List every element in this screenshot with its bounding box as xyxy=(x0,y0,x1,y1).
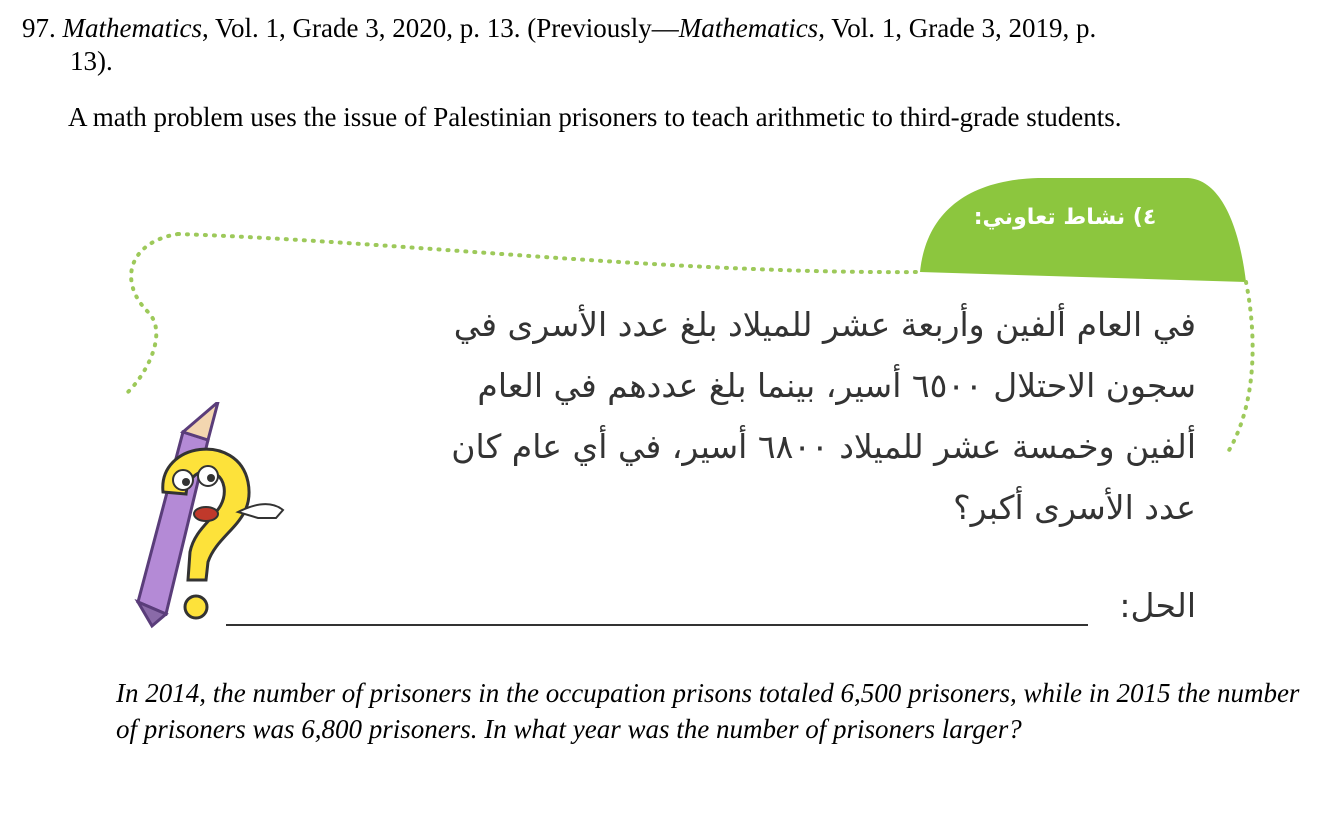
arabic-problem-line-1: في العام ألفين وأربعة عشر للميلاد بلغ عدد الأسرى في xyxy=(453,305,1196,344)
book-details: , Vol. 1, Grade 3, 2020, p. 13. (Previously— xyxy=(201,13,679,43)
activity-banner: ٤) نشاط تعاوني: xyxy=(973,205,1157,230)
answer-label: الحل: xyxy=(1119,586,1196,625)
entry-summary: A math problem uses the issue of Palestinian prisoners to teach arithmetic to third-grade students. xyxy=(68,102,1122,132)
question-mark-mascot-icon xyxy=(108,402,308,642)
book-title: Mathematics xyxy=(62,13,202,43)
citation-entry xyxy=(22,12,1312,78)
textbook-excerpt-image xyxy=(108,172,1268,662)
entry-number: 97. xyxy=(22,13,56,43)
previous-book-details: , Vol. 1, Grade 3, 2019, p. xyxy=(818,13,1097,43)
arabic-problem-line-2: سجون الاحتلال ٦٥٠٠ أسير، بينما بلغ عددهم في العام xyxy=(477,366,1196,405)
arabic-problem-line-3: ألفين وخمسة عشر للميلاد ٦٨٠٠ أسير، في أي عام كان xyxy=(451,427,1196,466)
english-translation: In 2014, the number of prisoners in the occupation prisons totaled 6,500 prisoners, while in 2015 the number of prisoners was 6,800 prisoners. In what year was the number of prisoners larger? xyxy=(116,678,1300,744)
previous-book-title: Mathematics xyxy=(678,13,819,43)
answer-line xyxy=(226,624,1088,626)
arabic-problem-line-4: عدد الأسرى أكبر؟ xyxy=(953,488,1196,527)
previous-book-details-cont: 13). xyxy=(70,46,113,76)
